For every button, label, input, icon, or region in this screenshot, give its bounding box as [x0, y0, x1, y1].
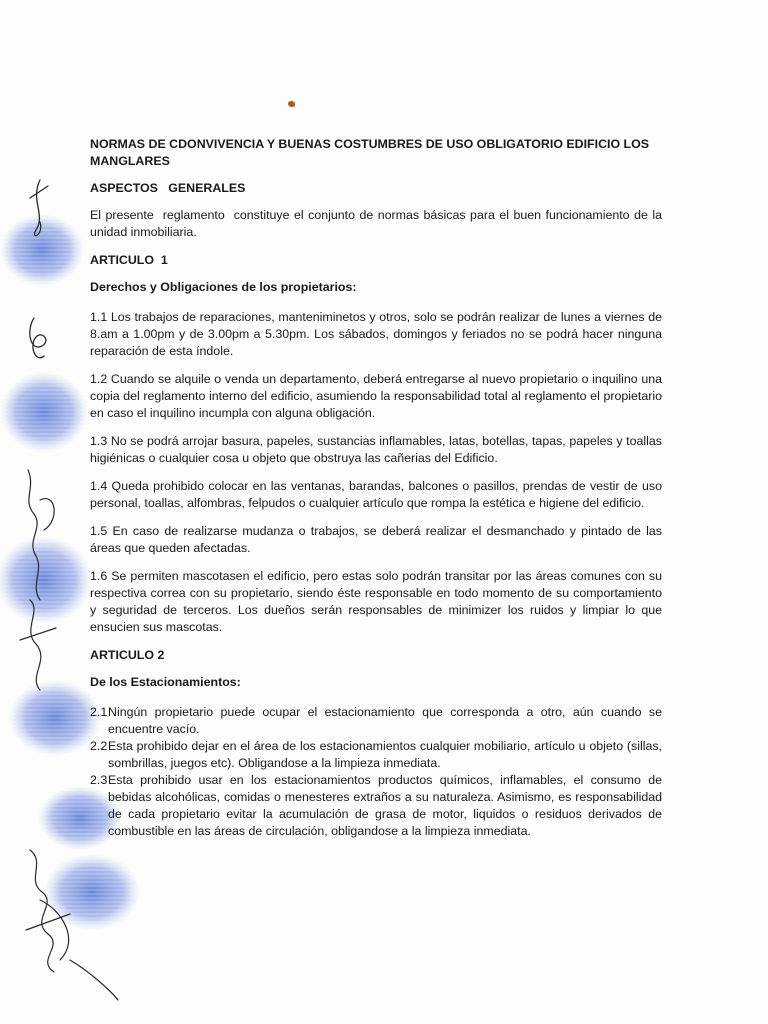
article-2-subheading: De los Estacionamientos: — [90, 675, 241, 689]
general-paragraph: El presente reglamento constituye el conjunto de normas básicas para el buen funcionamiento de la unidad inmobiliaria. — [90, 208, 666, 239]
article-1-item: 1.4 Queda prohibido colocar en las ventanas, barandas, balcones o pasillos, prendas de vestir de uso personal, toallas, alfombras, felpudos o cualquier artículo que rompa la estética e higiene del edificio. — [90, 479, 662, 510]
list-item — [90, 772, 662, 840]
fingerprint-3 — [0, 536, 92, 624]
document-title: NORMAS DE CDONVIVENCIA Y BUENAS COSTUMBRES DE USO OBLIGATORIO EDIFICIO LOS MANGLARES — [90, 137, 650, 168]
item-number: 2.3 — [90, 773, 108, 787]
article-1-item: 1.6 Se permiten mascotasen el edificio, pero estas solo podrán transitar por las áreas comunes con su respectiva correa con su propietario, siendo éste responsable en todo momento de su comportamiento y seguridad de terceros. Los dueños serán responsables de minimizer los ruidos y limpiar lo que ensucien sus mascotas. — [90, 569, 662, 634]
section-heading-general: ASPECTOS GENERALES — [90, 181, 246, 195]
article-1-item: 1.1 Los trabajos de reparaciones, manteniminetos y otros, solo se podrán realizar de lunes a viernes de 8.am a 1.00pm y de 3.00pm a 5.30pm. Los sábados, domingos y feriados no se podrá hacer ninguna reparación de esta índole. — [90, 310, 662, 358]
item-number: 2.2 — [90, 739, 108, 753]
fingerprint-2 — [0, 372, 88, 452]
article-2-list — [90, 704, 662, 840]
article-1-item: 1.5 En caso de realizarse mudanza o trabajos, se deberá realizar el desmanchado y pintado de las áreas que queden afectadas. — [90, 524, 662, 555]
item-number: 2.1 — [90, 705, 108, 719]
item-text: Esta prohibido dejar en el área de los estacionamientos cualquier mobiliario, artículo u objeto (sillas, sombrillas, juegos etc). Obligandose a la limpieza inmediata. — [108, 739, 662, 770]
item-text: Ningún propietario puede ocupar el estacionamiento que corresponda a otro, aún cuando se encuentre vacío. — [108, 705, 662, 736]
article-1-item: 1.3 No se podrá arrojar basura, papeles, sustancias inflamables, latas, botellas, tapas, papeles y toallas higiénicas o cualquier cosa u objeto que obstruya las cañerias del Edificio. — [90, 434, 662, 465]
article-1-heading: ARTICULO 1 — [90, 253, 168, 267]
list-item — [90, 738, 662, 772]
fingerprint-1 — [0, 214, 84, 286]
document-body — [90, 136, 666, 840]
article-1-item: 1.2 Cuando se alquile o venda un departamento, deberá entregarse al nuevo propietario o inquilino una copia del reglamento interno del edificio, asumiendo la responsabilidad total al reglamento el propietario en caso el inquilino incumpla con alguna obligación. — [90, 372, 662, 420]
article-2-heading: ARTICULO 2 — [90, 648, 165, 662]
article-1-subheading: Derechos y Obligaciones de los propietarios: — [90, 280, 357, 294]
list-item — [90, 704, 662, 738]
signature-2 — [30, 318, 46, 358]
fingerprint-4 — [9, 680, 101, 756]
item-text: Esta prohibido usar en los estacionamientos productos químicos, inflamables, el consumo de bebidas alcohólicas, comidas o menesteres extraños a su naturaleza. Asimismo, es responsabilidad de cada propietario evitar la acumulación de grasa de motor, liquidos o residuos derivados de combustible en las áreas de circulación, obligandose a la limpieza inmediata. — [108, 773, 662, 838]
